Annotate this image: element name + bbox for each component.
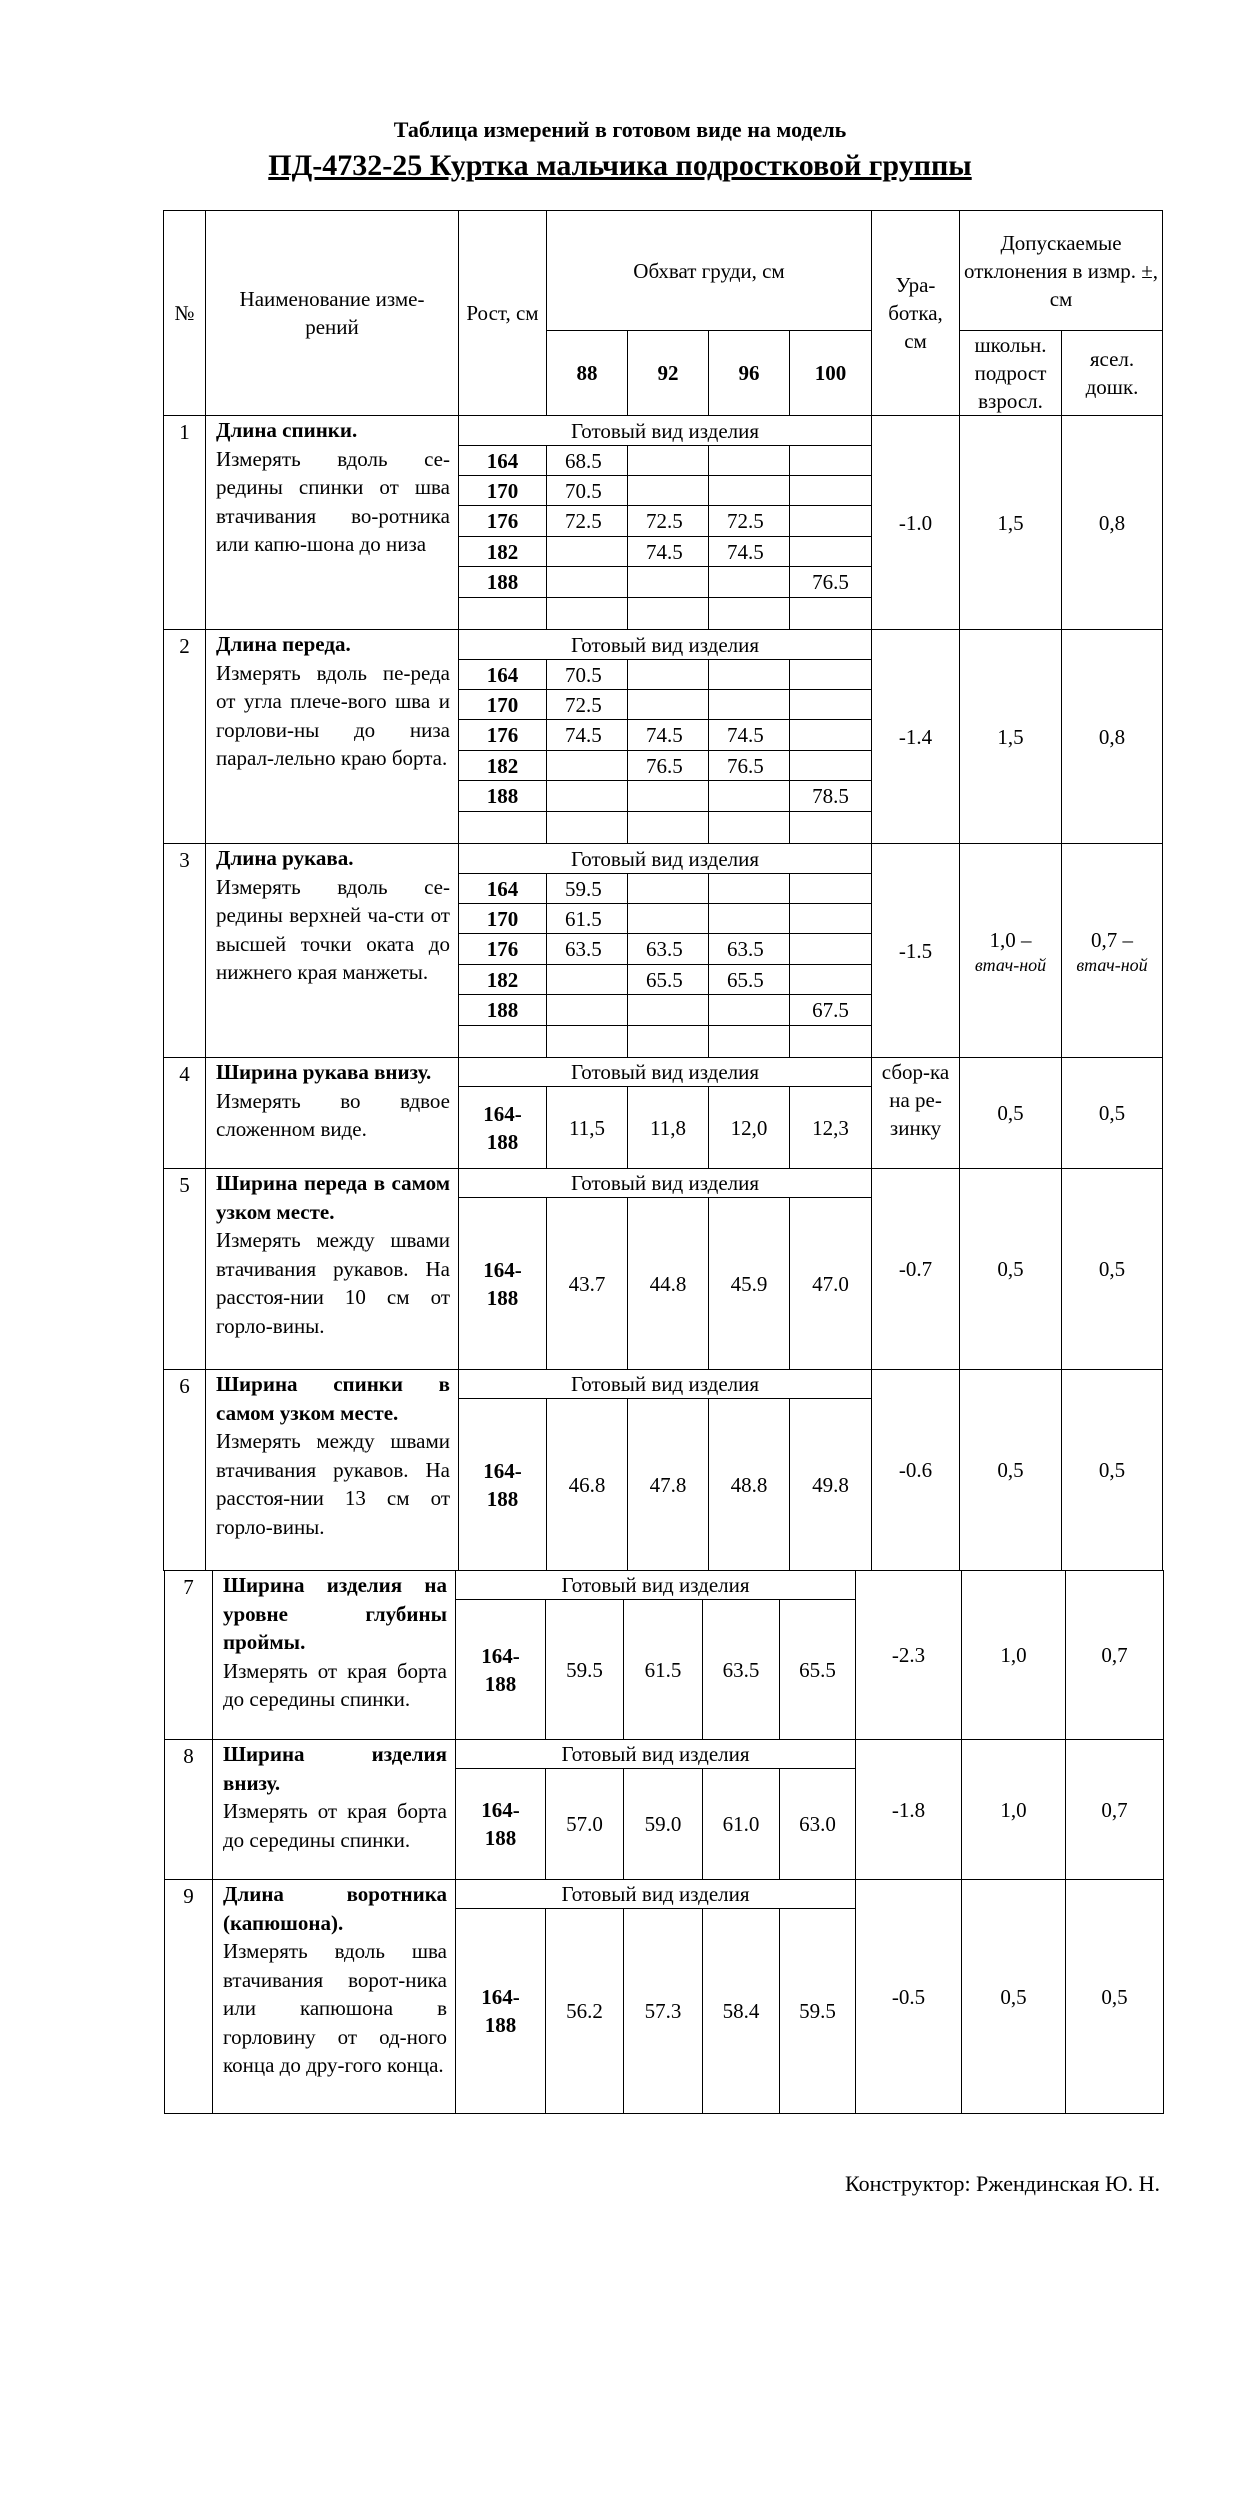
tolerance-nursery-value: 0,7 – [1091,927,1134,952]
shrink-value: -1.0 [872,416,960,630]
table-row [164,1169,1163,1198]
row-number: 2 [164,630,206,844]
measurement-value: 63.0 [780,1769,856,1880]
measurement-instruction: Измерять между швами втачивания рукавов. На расстоя-нии 13 см от горло-вины. [216,1429,450,1539]
tolerance-nursery [1062,416,1163,630]
row-number: 4 [164,1058,206,1169]
document-title: Таблица измерений в готовом виде на модель [393,117,847,142]
tolerance-school: 0,5 [962,1880,1066,2114]
empty-cell [709,812,790,844]
shrink-value: -0.6 [872,1370,960,1571]
tolerance-school [960,844,1062,1058]
header-chest: Обхват груди, см [547,211,872,331]
measurement-value [628,690,709,720]
height-range: 164-188 [456,1909,546,2114]
measurement-value: 59.5 [546,1600,624,1740]
measurement-value [790,506,872,537]
height-label: 188 [459,995,547,1026]
measurement-value: 63.5 [703,1600,780,1740]
finished-view-label: Готовый вид изделия [459,1058,872,1087]
measurement-value: 74.5 [547,720,628,751]
empty-cell [459,1026,547,1058]
measurement-name [213,1571,456,1740]
tolerance-school [960,416,1062,630]
empty-cell [547,598,628,630]
measurement-name [206,1370,459,1571]
shrink-value: сбор-ка на ре-зинку [872,1058,960,1169]
header-number: № [164,211,206,416]
height-label: 176 [459,934,547,965]
shrink-value: -1.4 [872,630,960,844]
measurement-value [790,965,872,995]
tolerance-nursery-value: 0,8 [1098,724,1126,749]
measurement-title: Ширина переда в самом узком месте. [216,1171,450,1224]
tolerance-school-value: 1,5 [997,510,1024,535]
row-number: 9 [165,1880,213,2114]
measurement-value [790,934,872,965]
header-chest-88: 88 [547,331,628,416]
header-name: Наименование изме-рений [206,211,459,416]
measurement-value: 76.5 [709,751,790,781]
measurement-value: 76.5 [628,751,709,781]
finished-view-label: Готовый вид изделия [459,844,872,874]
measurement-value: 11,8 [628,1087,709,1169]
tolerance-school: 1,0 [962,1740,1066,1880]
measurement-value: 47.8 [628,1399,709,1571]
header-chest-92: 92 [628,331,709,416]
height-label: 188 [459,781,547,812]
table-row [165,1571,1164,1600]
empty-cell [709,1026,790,1058]
height-label: 182 [459,751,547,781]
measurement-value [709,476,790,506]
measurement-value [547,567,628,598]
measurement-title: Ширина спинки в самом узком месте. [216,1372,450,1425]
row-number: 6 [164,1370,206,1571]
empty-cell [547,1026,628,1058]
tolerance-nursery [1062,844,1163,1058]
shrink-value: -1.5 [872,844,960,1058]
table-row [165,1740,1164,1769]
measurement-instruction: Измерять вдоль пе-реда от угла плече-вого шва и горлови-ны до низа парал-лельно краю борта. [216,660,450,770]
header-chest-96: 96 [709,331,790,416]
finished-view-label: Готовый вид изделия [456,1571,856,1600]
measurements-table-lower [164,1570,1164,2114]
height-label: 170 [459,904,547,934]
document-subtitle: ПД-4732-25 Куртка мальчика подростковой группы [268,149,972,182]
table-row [164,1370,1163,1399]
tolerance-school: 0,5 [960,1370,1062,1571]
tolerance-school: 0,5 [960,1058,1062,1169]
measurement-value: 74.5 [709,720,790,751]
empty-cell [628,1026,709,1058]
height-label: 182 [459,965,547,995]
empty-cell [459,598,547,630]
measurement-value: 70.5 [547,476,628,506]
finished-view-label: Готовый вид изделия [459,1370,872,1399]
shrink-value: -2.3 [856,1571,962,1740]
height-label: 176 [459,720,547,751]
measurement-value: 59.5 [780,1909,856,2114]
tolerance-school: 1,0 [962,1571,1066,1740]
measurement-value: 48.8 [709,1399,790,1571]
measurement-value: 12,3 [790,1087,872,1169]
header-shrink: Ура-ботка, см [872,211,960,416]
measurement-value: 74.5 [628,720,709,751]
measurement-value: 65.5 [628,965,709,995]
height-label: 188 [459,567,547,598]
measurement-name [206,416,459,630]
table-row [165,1880,1164,1909]
row-number: 5 [164,1169,206,1370]
measurement-value [790,874,872,904]
measurement-value: 59.0 [624,1769,703,1880]
measurement-value: 74.5 [709,537,790,567]
measurement-value [628,476,709,506]
measurement-value: 59.5 [547,874,628,904]
measurement-value: 49.8 [790,1399,872,1571]
measurement-value [547,781,628,812]
measurement-name [206,844,459,1058]
header-height: Рост, см [459,211,547,416]
measurement-instruction: Измерять от края борта до середины спинки. [223,1799,447,1852]
measurement-title: Ширина изделия на уровне глубины проймы. [223,1573,447,1654]
tolerance-nursery: 0,5 [1066,1880,1164,2114]
measurement-value: 58.4 [703,1909,780,2114]
tolerance-nursery: 0,7 [1066,1571,1164,1740]
tolerance-nursery-note: втач-ной [1076,954,1148,975]
measurement-title: Длина спинки. [216,418,358,442]
height-range: 164-188 [459,1399,547,1571]
row-number: 7 [165,1571,213,1740]
measurement-value [547,965,628,995]
measurement-value [628,446,709,476]
measurement-value [547,751,628,781]
measurement-name [206,1058,459,1169]
measurement-value: 65.5 [780,1600,856,1740]
height-range: 164-188 [456,1600,546,1740]
measurement-value: 56.2 [546,1909,624,2114]
measurement-instruction: Измерять вдоль се-редины верхней ча-сти от высшей точки оката до нижнего края манжеты. [216,874,450,984]
measurement-value [547,537,628,567]
measurement-value [790,476,872,506]
measurement-value: 76.5 [790,567,872,598]
measurement-value [790,690,872,720]
measurements-table-upper [163,210,1163,1571]
height-label: 164 [459,874,547,904]
measurement-value: 72.5 [547,506,628,537]
measurement-value [547,995,628,1026]
measurement-value [790,720,872,751]
empty-cell [790,812,872,844]
measurement-instruction: Измерять во вдвое сложенном виде. [216,1088,450,1141]
measurement-value: 61.5 [624,1600,703,1740]
height-label: 182 [459,537,547,567]
measurement-name [213,1880,456,2114]
tolerance-nursery-value: 0,8 [1098,510,1126,535]
measurement-name [206,1169,459,1370]
measurement-value [628,904,709,934]
measurement-title: Длина переда. [216,632,351,656]
measurement-value: 57.0 [546,1769,624,1880]
height-label: 170 [459,476,547,506]
empty-cell [547,812,628,844]
measurement-title: Длина рукава. [216,846,354,870]
measurement-value: 72.5 [709,506,790,537]
measurement-value [709,660,790,690]
tolerance-school-value: 1,5 [997,724,1024,749]
finished-view-label: Готовый вид изделия [459,1169,872,1198]
table-row [164,416,1163,446]
header-chest-100: 100 [790,331,872,416]
height-range: 164-188 [459,1087,547,1169]
measurement-value [709,904,790,934]
tolerance-nursery: 0,5 [1062,1058,1163,1169]
height-label: 170 [459,690,547,720]
empty-cell [790,598,872,630]
measurement-value: 57.3 [624,1909,703,2114]
measurement-instruction: Измерять вдоль се-редины спинки от шва втачивания во-ротника или капю-шона до низа [216,446,450,556]
table-row [164,844,1163,874]
empty-cell [790,1026,872,1058]
header-tolerance-nursery: ясел. дошк. [1062,331,1163,416]
measurement-value: 72.5 [547,690,628,720]
measurement-value: 74.5 [628,537,709,567]
tolerance-school-note: втач-ной [974,954,1047,975]
measurement-value: 61.0 [703,1769,780,1880]
measurement-value: 61.5 [547,904,628,934]
measurement-value: 46.8 [547,1399,628,1571]
tolerance-nursery [1062,630,1163,844]
header-tolerance-school: школьн. подрост взросл. [960,331,1062,416]
measurement-value: 63.5 [709,934,790,965]
height-label: 164 [459,660,547,690]
height-label: 164 [459,446,547,476]
measurement-value: 68.5 [547,446,628,476]
finished-view-label: Готовый вид изделия [456,1880,856,1909]
measurement-instruction: Измерять вдоль шва втачивания ворот-ника или капюшона в горловину от од-ного конца до дру-гого конца. [223,1939,447,2077]
measurement-value: 12,0 [709,1087,790,1169]
measurement-instruction: Измерять от края борта до середины спинки. [223,1658,447,1711]
measurement-instruction: Измерять между швами втачивания рукавов. На расстоя-нии 10 см от горло-вины. [216,1228,450,1338]
shrink-value: -0.5 [856,1880,962,2114]
tolerance-nursery: 0,5 [1062,1169,1163,1370]
tolerance-nursery: 0,5 [1062,1370,1163,1571]
measurement-value [628,995,709,1026]
finished-view-label: Готовый вид изделия [456,1740,856,1769]
measurement-value: 63.5 [547,934,628,965]
tolerance-nursery: 0,7 [1066,1740,1164,1880]
measurement-value [709,781,790,812]
measurement-value [628,567,709,598]
measurement-value [790,446,872,476]
row-number: 8 [165,1740,213,1880]
measurement-value [709,567,790,598]
empty-cell [628,812,709,844]
finished-view-label: Готовый вид изделия [459,630,872,660]
measurement-value [709,446,790,476]
measurement-name [213,1740,456,1880]
measurement-title: Ширина рукава внизу. [216,1060,432,1084]
measurement-value [709,874,790,904]
measurement-value [790,904,872,934]
tolerance-school [960,630,1062,844]
shrink-value: -1.8 [856,1740,962,1880]
row-number: 3 [164,844,206,1058]
table-row [164,1058,1163,1087]
measurement-value [628,781,709,812]
measurement-value: 63.5 [628,934,709,965]
measurement-value [790,751,872,781]
measurement-value: 44.8 [628,1198,709,1370]
measurement-value [628,874,709,904]
height-range: 164-188 [456,1769,546,1880]
empty-cell [628,598,709,630]
empty-cell [459,812,547,844]
height-label: 176 [459,506,547,537]
measurement-value: 78.5 [790,781,872,812]
measurement-value [790,537,872,567]
table-row [164,630,1163,660]
height-range: 164-188 [459,1198,547,1370]
measurement-title: Ширина изделия внизу. [223,1742,447,1795]
measurement-value: 67.5 [790,995,872,1026]
measurement-value: 72.5 [628,506,709,537]
measurement-value [628,660,709,690]
row-number: 1 [164,416,206,630]
measurement-value: 43.7 [547,1198,628,1370]
measurement-value: 47.0 [790,1198,872,1370]
measurement-value: 65.5 [709,965,790,995]
finished-view-label: Готовый вид изделия [459,416,872,446]
measurement-value: 70.5 [547,660,628,690]
tolerance-school-value: 1,0 – [989,927,1032,952]
constructor-signature: Конструктор: Ржендинская Ю. Н. [845,2171,1160,2196]
measurement-value [709,995,790,1026]
measurement-value: 11,5 [547,1087,628,1169]
header-tolerance: Допускаемые отклонения в измр. ±, см [960,211,1163,331]
measurement-value: 45.9 [709,1198,790,1370]
measurement-value [709,690,790,720]
measurement-value [790,660,872,690]
shrink-value: -0.7 [872,1169,960,1370]
measurement-title: Длина воротника (капюшона). [223,1882,447,1935]
tolerance-school: 0,5 [960,1169,1062,1370]
empty-cell [709,598,790,630]
measurement-name [206,630,459,844]
